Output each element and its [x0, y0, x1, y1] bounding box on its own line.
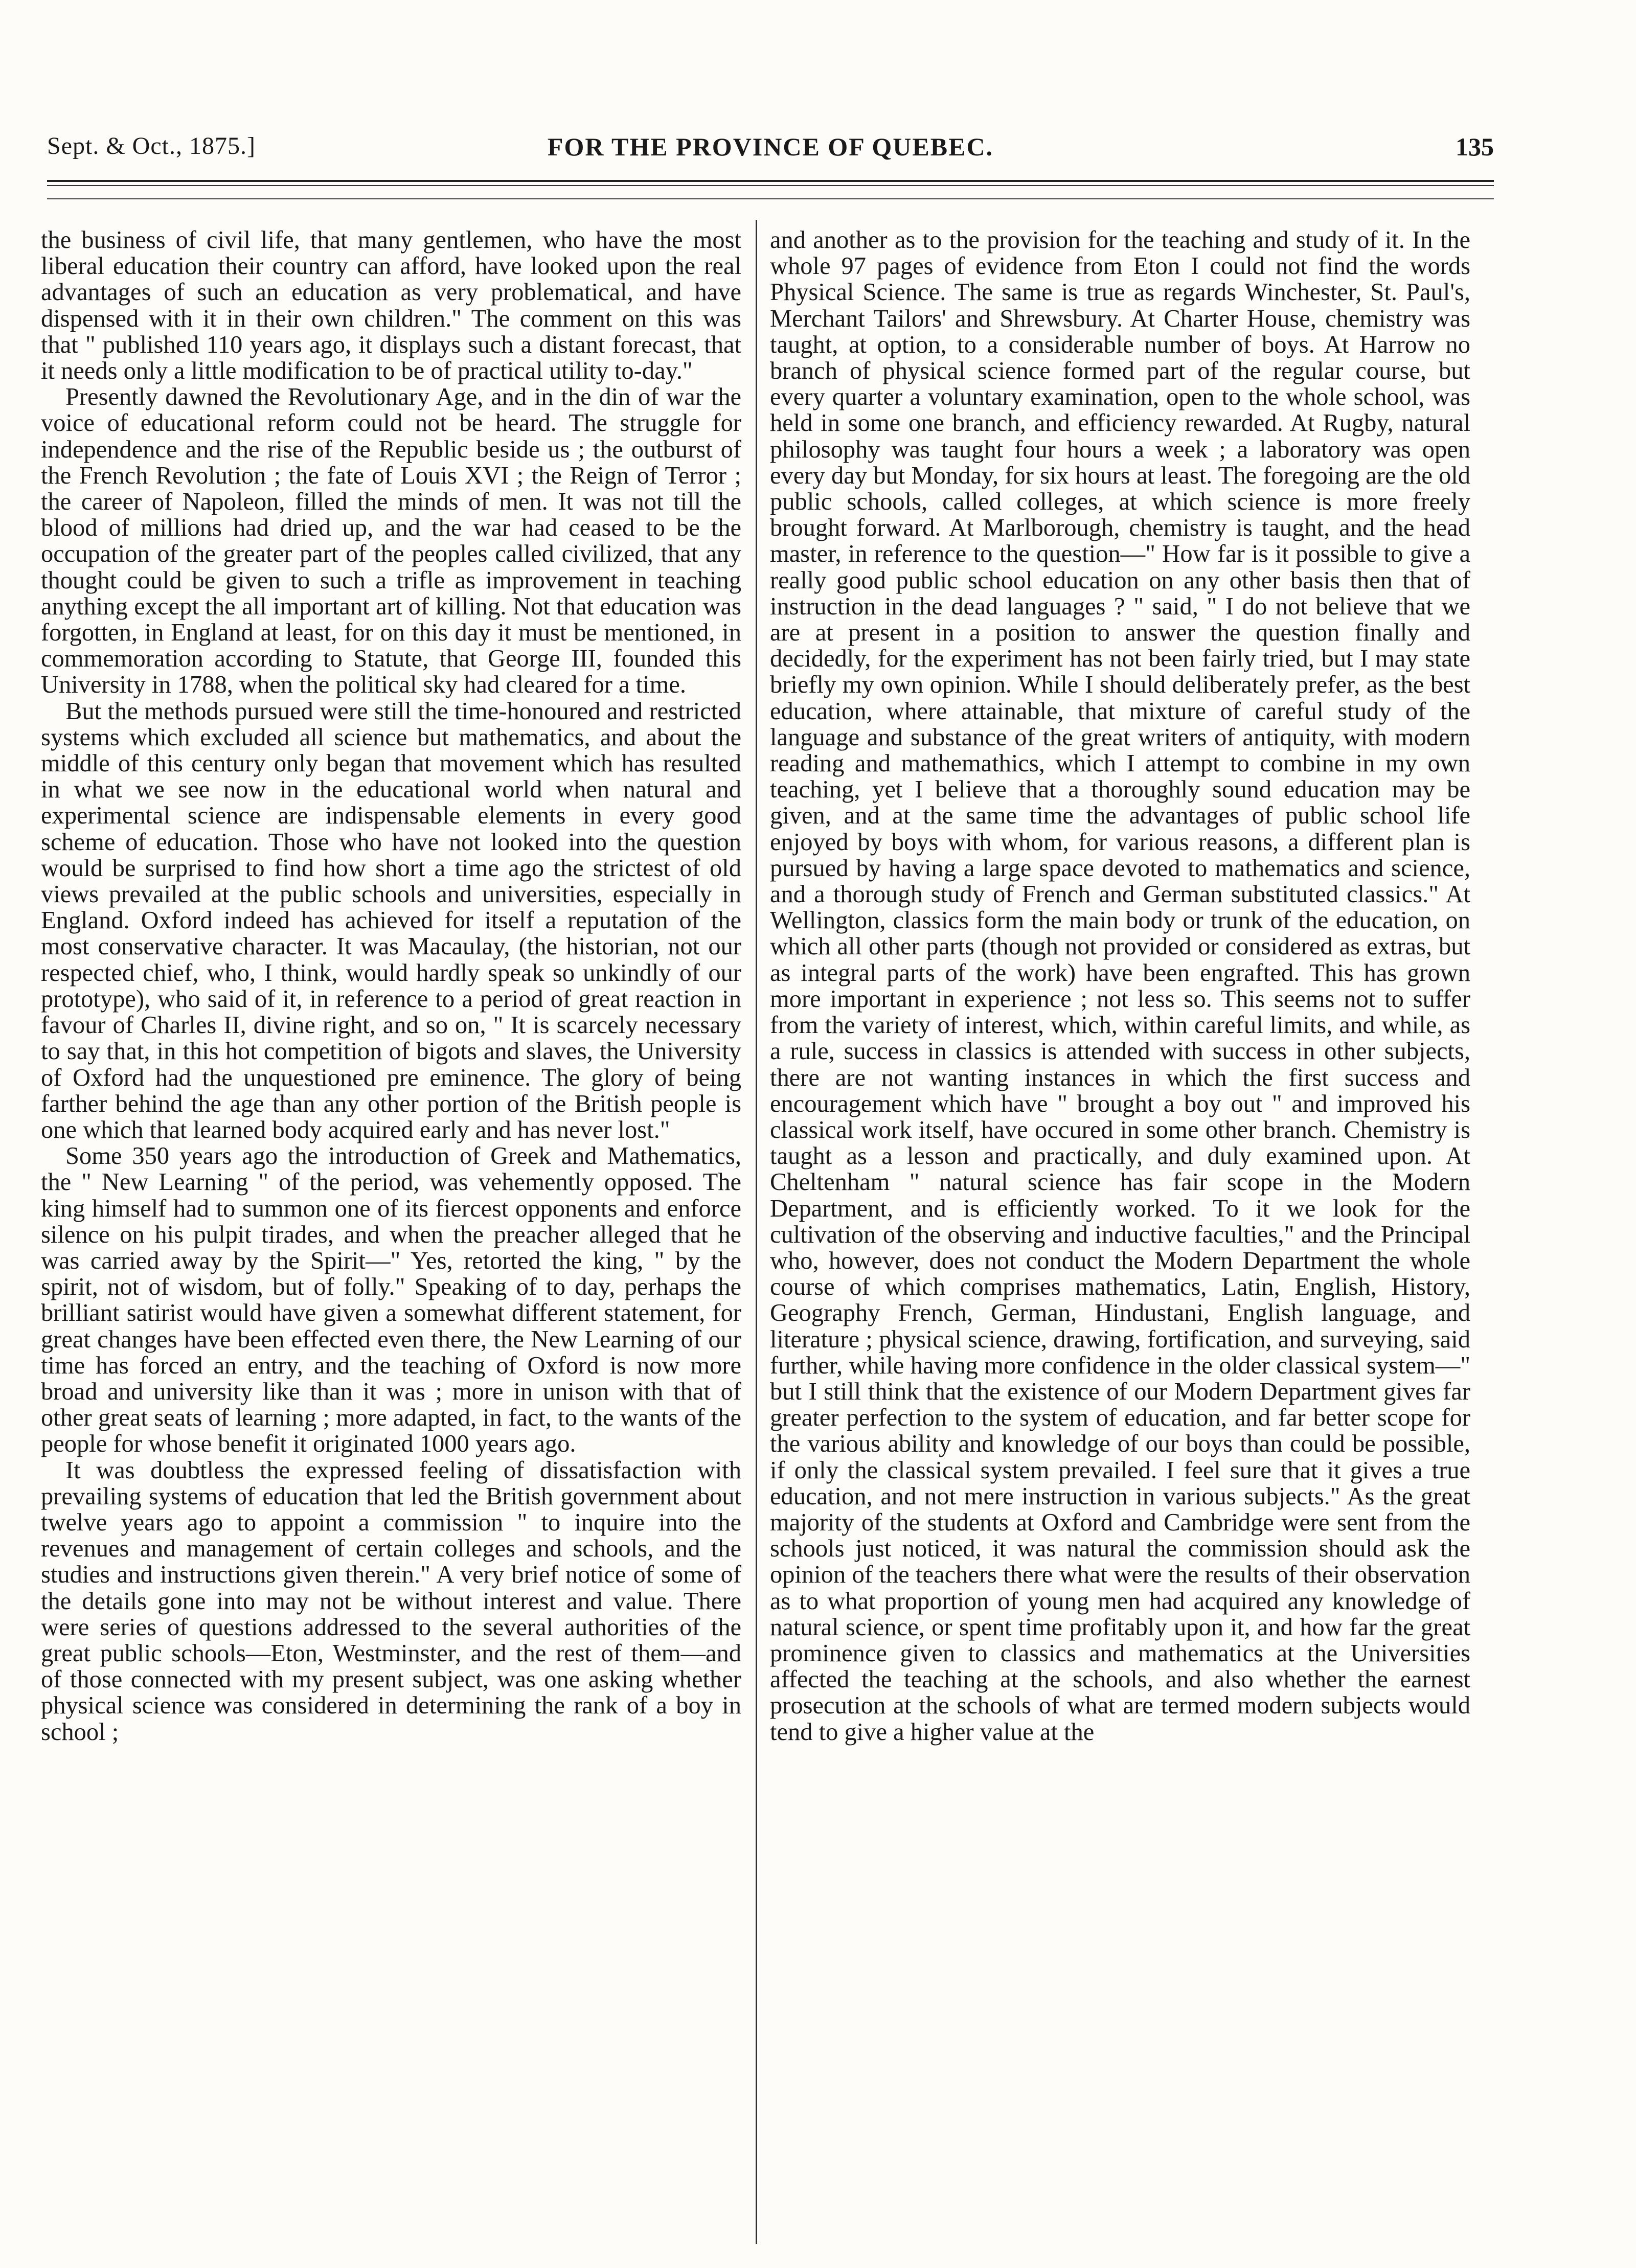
paragraph: It was doubtless the expressed feeling of dissatisfaction with prevailing systems of education that led the British government about twelve years ago to appoint a commission " to inquire into the revenues and management of certain colleges and schools, and the studies and instructions given therein." A very brief notice of some of the details gone into may not be without interest and value. There were series of questions addressed to the several authorities of the great public schools—Eton, Westminster, and the rest of them—and of those connected with my present subject, was one asking whether physical science was considered in determining the rank of a boy in school ; — [41, 1456, 741, 1746]
header-rule-thick — [47, 180, 1494, 182]
header-rule-thin — [47, 185, 1494, 186]
paragraph: the business of civil life, that many gentlemen, who have the most liberal education their country can afford, have looked upon the real advantages of such an education as very problematical, and have dispensed with it in their own children." The comment on this was that " published 110 years ago, it displays such a distant forecast, that it needs only a little modification to be of practical utility to-day." — [41, 227, 741, 385]
page-header — [47, 132, 1494, 168]
right-column — [770, 227, 1470, 2231]
paragraph: But the methods pursued were still the time-honoured and restricted systems which excluded all science but mathematics, and about the middle of this century only began that movement which has resulted in what we see now in the educational world when natural and experimental science are indispensable elements in every good scheme of education. Those who have not looked into the question would be surprised to find how short a time ago the strictest of old views prevailed at the public schools and universities, especially in England. Oxford indeed has achieved for itself a reputation of the most conservative character. It was Macaulay, (the historian, not our respected chief, who, I think, would hardly speak so unkindly of our prototype), who said of it, in reference to a period of great reaction in favour of Charles II, divine right, and so on, " It is scarcely necessary to say that, in this hot competition of bigots and slaves, the University of Oxford had the unquestioned pre eminence. The glory of being farther behind the age than any other portion of the British people is one which that learned body acquired early and has never lost." — [41, 697, 741, 1143]
paragraph: Some 350 years ago the introduction of Greek and Mathematics, the " New Learning " of the period, was vehemently opposed. The king himself had to summon one of its fiercest opponents and enforce silence on his pulpit tirades, and when the preacher alleged that he was carried away by the Spirit—" Yes, retorted the king, " by the spirit, not of wisdom, but of folly." Speaking of to day, perhaps the brilliant satirist would have given a somewhat different statement, for great changes have been effected even there, the New Learning of our time has forced an entry, and the teaching of Oxford is now more broad and university like than it was ; more in unison with that of other great seats of learning ; more adapted, in fact, to the wants of the people for whose benefit it originated 1000 years ago. — [41, 1142, 741, 1458]
running-title: FOR THE PROVINCE OF QUEBEC. — [547, 132, 994, 161]
paragraph: Presently dawned the Revolutionary Age, and in the din of war the voice of educational reform could not be heard. The struggle for independence and the rise of the Republic beside us ; the outburst of the French Revolution ; the fate of Louis XVI ; the Reign of Terror ; the career of Napoleon, filled the minds of men. It was not till the blood of millions had dried up, and the war had ceased to be the occupation of the greater part of the peoples called civilized, that any thought could be given to such a trifle as improvement in teaching anything except the all important art of killing. Not that education was forgotten, in England at least, for on this day it must be mentioned, in commemoration according to Statute, that George III, founded this University in 1788, when the political sky had cleared for a time. — [41, 383, 741, 699]
left-column — [41, 227, 741, 2231]
column-divider — [756, 220, 757, 2244]
page-number: 135 — [1456, 132, 1494, 161]
paragraph: and another as to the provision for the teaching and study of it. In the whole 97 pages of evidence from Eton I could not find the words Physical Science. The same is true as regards Winchester, St. Paul's, Merchant Tailors' and Shrewsbury. At Charter House, chemistry was taught, at option, to a considerable number of boys. At Harrow no branch of physical science formed part of the regular course, but every quarter a voluntary examination, open to the whole school, was held in some one branch, and efficiency rewarded. At Rugby, natural philosophy was taught four hours a week ; a laboratory was open every day but Monday, for six hours at least. The foregoing are the old public schools, called colleges, at which science is more freely brought forward. At Marlborough, chemistry is taught, and the head master, in reference to the question—" How far is it possible to give a really good public school education on any other basis then that of instruction in the dead languages ? " said, " I do not believe that we are at present in a position to answer the question finally and decidedly, for the experiment has not been fairly tried, but I may state briefly my own opinion. While I should deliberately prefer, as the best education, where attainable, that mixture of careful study of the language and substance of the great writers of antiquity, with modern reading and mathemathics, which I attempt to combine in my own teaching, yet I believe that a thoroughly sound education may be given, and at the same time the advantages of public school life enjoyed by boys with whom, for various reasons, a different plan is pursued by having a large space devoted to mathematics and science, and a thorough study of French and German substituted classics." At Wellington, classics form the main body or trunk of the education, on which all other parts (though not provided or considered as extras, but as integral parts of the work) have been engrafted. This has grown more important in experience ; not less so. This seems not to suffer from the variety of interest, which, within careful limits, and while, as a rule, success in classics is attended with success in other subjects, there are not wanting instances in which the first success and encouragement which have " brought a boy out " and improved his classical work itself, have occured in some other branch. Chemistry is taught as a lesson and practically, and duly examined upon. At Cheltenham " natural science has fair scope in the Modern Department, and is efficiently worked. To it we look for the cultivation of the observing and inductive faculties," and the Principal who, however, does not conduct the Modern Department the whole course of which comprises mathematics, Latin, English, History, Geography French, German, Hindustani, English language, and literature ; physical science, drawing, fortification, and surveying, said further, while having more confidence in the older classical system—" but I still think that the existence of our Modern Department gives far greater perfection to the system of education, and far better scope for the various ability and knowledge of our boys than could be possible, if only the classical system prevailed. I feel sure that it gives a true education, and not mere instruction in various subjects." As the great majority of the students at Oxford and Cambridge were sent from the schools just noticed, it was natural the commission should ask the opinion of the teachers there what were the results of their observation as to what proportion of young men had acquired any knowledge of natural science, or spent time profitably upon it, and how far the great prominence given to classics and mathematics at the Universities affected the teaching at the schools, and also whether the earnest prosecution at the schools of what are termed modern subjects would tend to give a higher value at the — [770, 227, 1470, 1746]
header-rule-lower — [47, 198, 1494, 199]
issue-date: Sept. & Oct., 1875.] — [47, 132, 256, 159]
